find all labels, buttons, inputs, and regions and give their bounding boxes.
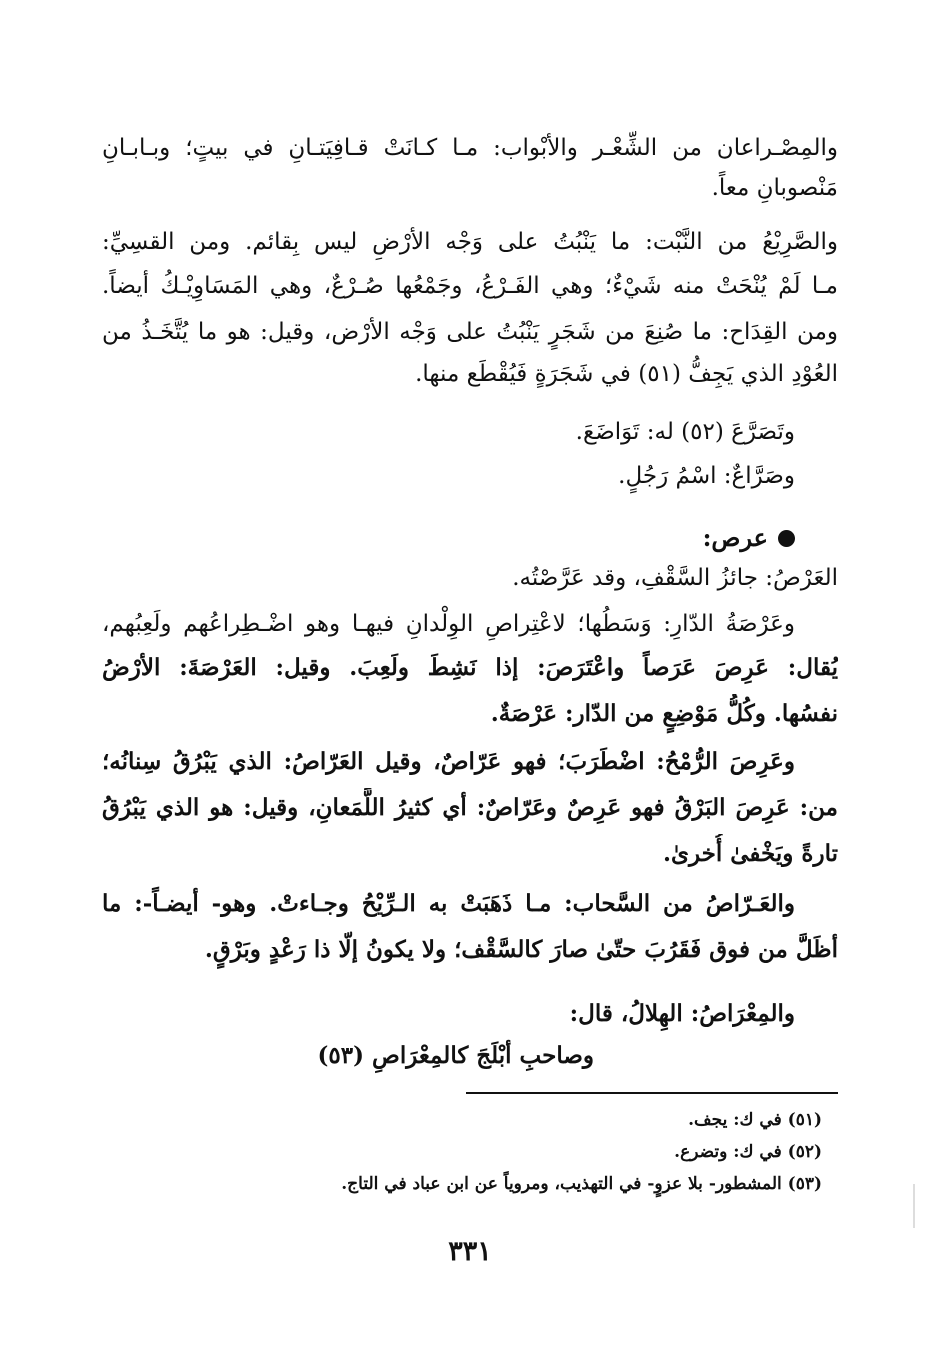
text-line: والصَّرِيْعُ من النَّبْت: ما يَنْبُتُ على وَجْه الأرْضِ ليس بِقائم. ومن القسِيِّ: — [102, 229, 838, 255]
text-line: والمِعْرَاصُ: الهِلالُ، قال: — [569, 1000, 795, 1027]
footnote-divider — [466, 1092, 838, 1094]
text-line: وعَرِصَ الرُّمْحُ: اضْطَرَبَ؛ فهو عَرّاصٌ، وقيل العَرّاصُ: الذي يَبْرُقُ سِنانُه؛ — [102, 748, 795, 775]
verse-line: وصاحبِ أبْلَجَ كالمِعْرَاصِ (٥٣) — [317, 1042, 594, 1069]
footnote: (٥١) في ك: يجف. — [688, 1110, 822, 1130]
text-line: تارةً ويَخْفىٰ أُخرىٰ. — [662, 840, 838, 867]
text-line: والمِصْـراعان من الشِّعْـر والأبْواب: مـا كـانَتْ قـافِيَتـانِ في بيتٍ؛ وبـابـانِ — [102, 135, 838, 161]
text-line: والعَـرّاصُ من السَّحاب: مـا ذَهَبَتْ به الـرِّيْحُ وجـاءتْ. وهو- أيضـاً-: ما — [102, 890, 795, 917]
footnote: (٥٢) في ك: وتضرع. — [674, 1142, 822, 1162]
text-line: من: عَرِصَ البَرْقُ فهو عَرِصٌ وعَرّاصٌ: أي كثيرُ اللَّمَعانِ، وقيل: هو الذي يَبْرُقُ — [102, 794, 838, 821]
footnote: (٥٣) المشطور- بلا عزوٍ- في التهذيب، ومروياً عن ابن عباد في التاج. — [341, 1174, 822, 1194]
text-line: وصَرَّاعٌ: اسْمُ رَجُلٍ. — [618, 463, 795, 489]
text-line: مَنْصوبانِ معاً. — [711, 175, 838, 201]
text-line: أظَلَّ من فوق فَقَرُبَ حتّىٰ صارَ كالسَّقْف؛ ولا يكونُ إلّا ذا رَعْدٍ وبَرْقٍ. — [204, 936, 838, 963]
text-line: وتَصَرَّعَ (٥٢) له: تَوَاضَعَ. — [575, 419, 795, 445]
bullet-icon — [778, 530, 795, 547]
entry-heading-text: عرص: — [702, 523, 768, 552]
text-line: يُقال: عَرِصَ عَرَصاً واعْتَرَصَ: إذا نَشِطَ ولَعِبَ. وقيل: العَرْصَةَ: الأرْضُ — [102, 654, 838, 681]
text-line: ومن القِدَاح: ما صُنِعَ من شَجَرٍ يَنْبُتُ على وَجْه الأرْض، وقيل: هو ما يُتَّخَـذُ من — [102, 319, 838, 345]
text-line: مـا لَمْ يُنْحَتْ منه شَيْءٌ؛ وهي الفَـرْعُ، وجَمْعُها صُـرْعٌ، وهي المَسَاوِيْـكُ أيضاً. — [102, 273, 838, 299]
text-line: وعَرْصَةُ الدّارِ: وَسَطُها؛ لاعْتِراصِ الوِلْدانِ فيهـا وهو اضْـطِراعُهم ولَعِبُهم، — [102, 611, 795, 637]
entry-heading — [102, 518, 795, 558]
page-number: ٣٣١ — [448, 1236, 492, 1267]
scan-mark — [913, 1184, 915, 1228]
text-line: العَرْصُ: جائزُ السَّقْفِ، وقد عَرَّصْتُه. — [512, 565, 838, 591]
text-line: العُوْدِ الذي يَجِفُّ (٥١) في شَجَرَةٍ فَيُقْطَع منها. — [415, 361, 838, 387]
text-line: نفسُها. وكُلُّ مَوْضِعٍ من الدّار: عَرْصَةٌ. — [490, 700, 838, 727]
